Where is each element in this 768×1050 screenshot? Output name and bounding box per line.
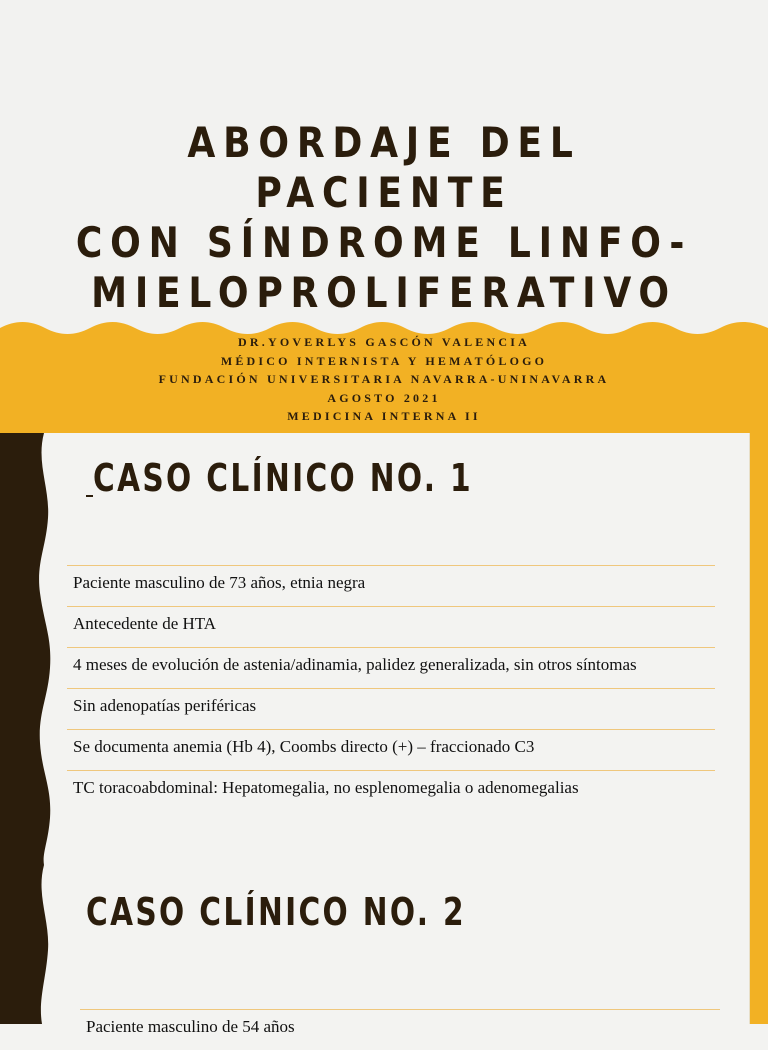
dark-wave-border: [0, 865, 60, 1024]
list-item: Se documenta anemia (Hb 4), Coombs directo (+) – fraccionado C3: [67, 729, 715, 770]
list-item: Paciente masculino de 54 años: [80, 1009, 720, 1050]
presentation-subtitle: [0, 333, 768, 426]
title-slide: [0, 0, 768, 433]
list-item: Sin adenopatías periféricas: [67, 688, 715, 729]
title-line: ABORDAJE DEL PACIENTE: [187, 118, 581, 217]
right-accent-bar: [750, 433, 768, 865]
list-item: Antecedente de HTA: [67, 606, 715, 647]
dark-wave-border: [0, 433, 60, 865]
title-line: CON SÍNDROME LINFO-: [75, 218, 693, 267]
case-1-title: CASO CLÍNICO NO. 1: [93, 456, 474, 500]
author-role: MÉDICO INTERNISTA Y HEMATÓLOGO: [220, 353, 548, 368]
case-1-list: [67, 565, 715, 811]
author-name: DR.YOVERLYS GASCÓN VALENCIA: [238, 335, 530, 349]
case-2-list: [80, 1009, 720, 1050]
course: MEDICINA INTERNA II: [287, 409, 481, 424]
institution: FUNDACIÓN UNIVERSITARIA NAVARRA-UNINAVARRA: [158, 372, 610, 387]
list-item: 4 meses de evolución de astenia/adinamia, palidez generalizada, sin otros síntomas: [67, 647, 715, 688]
case-2-title: CASO CLÍNICO NO. 2: [86, 890, 467, 934]
list-item: TC toracoabdominal: Hepatomegalia, no esplenomegalia o adenomegalias: [67, 770, 715, 811]
list-item: Paciente masculino de 73 años, etnia negra: [67, 565, 715, 606]
presentation-title: [54, 118, 714, 318]
title-marker: [86, 495, 93, 497]
date: AGOSTO 2021: [327, 390, 441, 405]
title-line: MIELOPROLIFERATIVO: [91, 268, 677, 317]
right-accent-bar: [750, 865, 768, 1024]
case-slide-2: [0, 865, 768, 1024]
